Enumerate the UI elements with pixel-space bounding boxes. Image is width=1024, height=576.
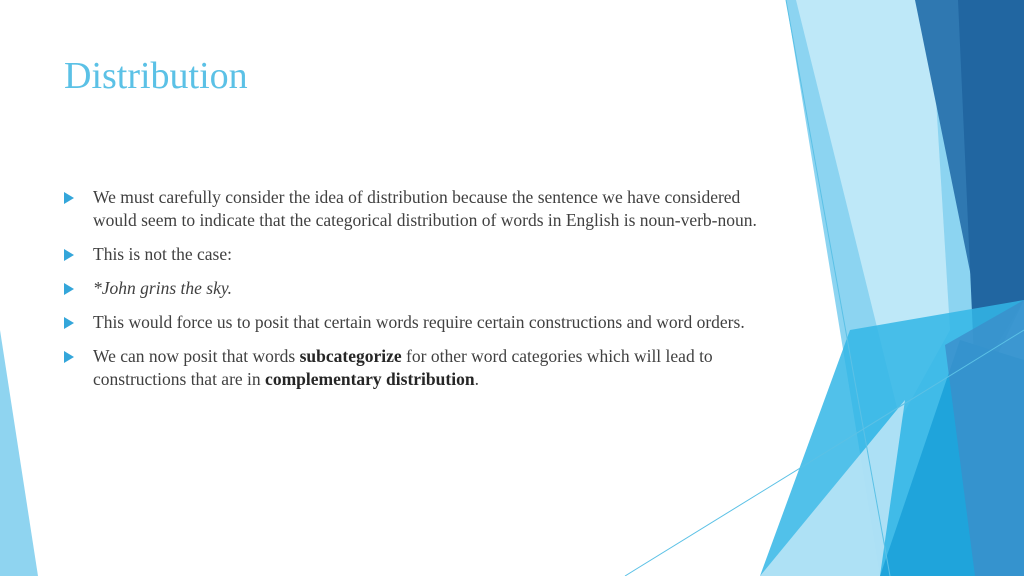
term-complementary-distribution: complementary distribution: [265, 369, 475, 389]
bullet-item: [64, 277, 774, 300]
bullet-text: We can now posit that words subcategorize for other word categories which will lead to constructions that are in complementary distribution.: [93, 346, 713, 389]
bullet-text-example: *John grins the sky.: [93, 278, 233, 298]
bullet-arrow-icon: [64, 283, 74, 295]
term-subcategorize: subcategorize: [299, 346, 402, 366]
bullet-text: This is not the case:: [93, 244, 233, 264]
bullet-text: This would force us to posit that certain words require certain constructions and word orders.: [93, 312, 745, 332]
bullet-arrow-icon: [64, 351, 74, 363]
bullet-item: [64, 311, 774, 334]
bullet-item: [64, 243, 774, 266]
bullet-item: [64, 186, 774, 232]
bullet-text: We must carefully consider the idea of distribution because the sentence we have considered would seem to indicate that the categorical distribution of words in English is noun-verb-noun.: [93, 187, 757, 230]
bullet-list: [64, 186, 774, 402]
bullet-arrow-icon: [64, 192, 74, 204]
bullet-arrow-icon: [64, 317, 74, 329]
bullet-arrow-icon: [64, 249, 74, 261]
left-edge-shape: [0, 330, 38, 576]
bullet-item: [64, 345, 774, 391]
slide-title: Distribution: [64, 55, 248, 97]
